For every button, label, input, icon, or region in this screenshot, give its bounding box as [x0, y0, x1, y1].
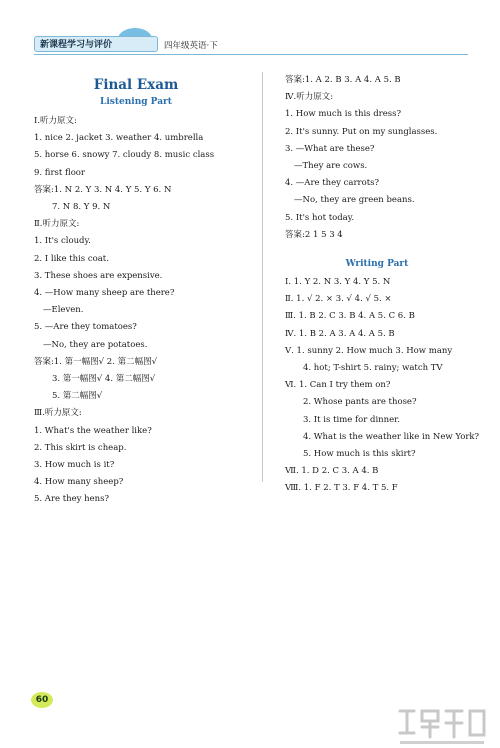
transcript-line: 4. —Are they carrots? [285, 178, 380, 189]
transcript-line: 4. —How many sheep are there? [34, 288, 175, 299]
right-column [285, 72, 480, 498]
answer-key-line: 答案:1. A 2. B 3. A 4. A 5. B [285, 75, 401, 85]
answer-key-line: 7. N 8. Y 9. N [52, 202, 111, 213]
answer-line: 3. It is time for dinner. [303, 414, 400, 425]
answer-line: 9. first floor [34, 167, 85, 178]
section-heading: Ⅱ.听力原文: [34, 219, 80, 230]
answer-key-line: 5. 第二幅图√ [52, 391, 103, 402]
section-heading: Ⅰ.听力原文: [34, 116, 77, 126]
grade-subject-label: 四年级英语·下 [164, 41, 218, 51]
answer-line: Ⅰ. 1. Y 2. N 3. Y 4. Y 5. N [285, 277, 391, 288]
transcript-line: —Eleven. [43, 305, 84, 316]
answer-line: 2. Whose pants are those? [303, 397, 417, 408]
transcript-line: —They are cows. [294, 161, 368, 172]
transcript-line: 5. Are they hens? [34, 494, 110, 505]
page-number-badge: 60 [31, 692, 53, 708]
transcript-line: 3. —What are these? [285, 143, 375, 154]
transcript-line: 1. How much is this dress? [285, 109, 402, 120]
transcript-line: 1. What's the weather like? [34, 425, 152, 436]
transcript-line: 2. It's sunny. Put on my sunglasses. [285, 126, 438, 137]
transcript-line: —No, they are potatoes. [43, 339, 148, 350]
transcript-line: 3. These shoes are expensive. [34, 270, 163, 281]
answer-key-line: 3. 第一幅图√ 4. 第二幅图√ [52, 374, 156, 385]
transcript-line: 5. It's hot today. [285, 212, 355, 223]
header-divider [34, 54, 468, 55]
answer-line: Ⅵ. 1. Can I try them on? [285, 380, 391, 391]
answer-line: Ⅶ. 1. D 2. C 3. A 4. B [285, 466, 379, 477]
transcript-line: 5. —Are they tomatoes? [34, 322, 137, 333]
transcript-line: 2. This skirt is cheap. [34, 442, 127, 453]
answer-line: Ⅲ. 1. B 2. C 3. B 4. A 5. C 6. B [285, 311, 415, 322]
writing-part-title: Writing Part [345, 259, 409, 270]
page-header [0, 30, 500, 58]
transcript-line: 4. How many sheep? [34, 477, 124, 488]
section-heading: Ⅳ.听力原文: [285, 92, 334, 103]
book-title: 新课程学习与评价 [34, 36, 158, 52]
listening-part-title: Listening Part [100, 97, 172, 107]
answer-line: Ⅱ. 1. √ 2. × 3. √ 4. √ 5. × [285, 294, 392, 305]
answer-line: Ⅴ. 1. sunny 2. How much 3. How many [285, 345, 453, 356]
transcript-line: 2. I like this coat. [34, 253, 109, 264]
answer-key-line: 答案:1. N 2. Y 3. N 4. Y 5. Y 6. N [34, 184, 172, 195]
answer-line: 5. How much is this skirt? [303, 449, 416, 460]
answer-key-line: 答案:1. 第一幅图√ 2. 第二幅图√ [34, 356, 158, 367]
answer-line: Ⅷ. 1. F 2. T 3. F 4. T 5. F [285, 483, 398, 494]
answer-key-line: 答案:2 1 5 3 4 [285, 229, 343, 240]
transcript-line: —No, they are green beans. [294, 195, 415, 206]
section-heading: Ⅲ.听力原文: [34, 408, 82, 419]
transcript-line: 1. It's cloudy. [34, 236, 91, 247]
left-column [34, 76, 256, 509]
answer-line: 4. hot; T-shirt 5. rainy; watch TV [303, 363, 443, 374]
exam-title: Final Exam [93, 77, 179, 93]
column-divider [262, 72, 263, 482]
watermark-logo-icon [392, 703, 492, 747]
answer-line: 5. horse 6. snowy 7. cloudy 8. music class [34, 150, 215, 161]
answer-line: 4. What is the weather like in New York? [303, 431, 480, 442]
transcript-line: 3. How much is it? [34, 460, 115, 471]
answer-line: Ⅳ. 1. B 2. A 3. A 4. A 5. B [285, 328, 395, 339]
answer-line: 1. nice 2. jacket 3. weather 4. umbrella [34, 133, 204, 144]
